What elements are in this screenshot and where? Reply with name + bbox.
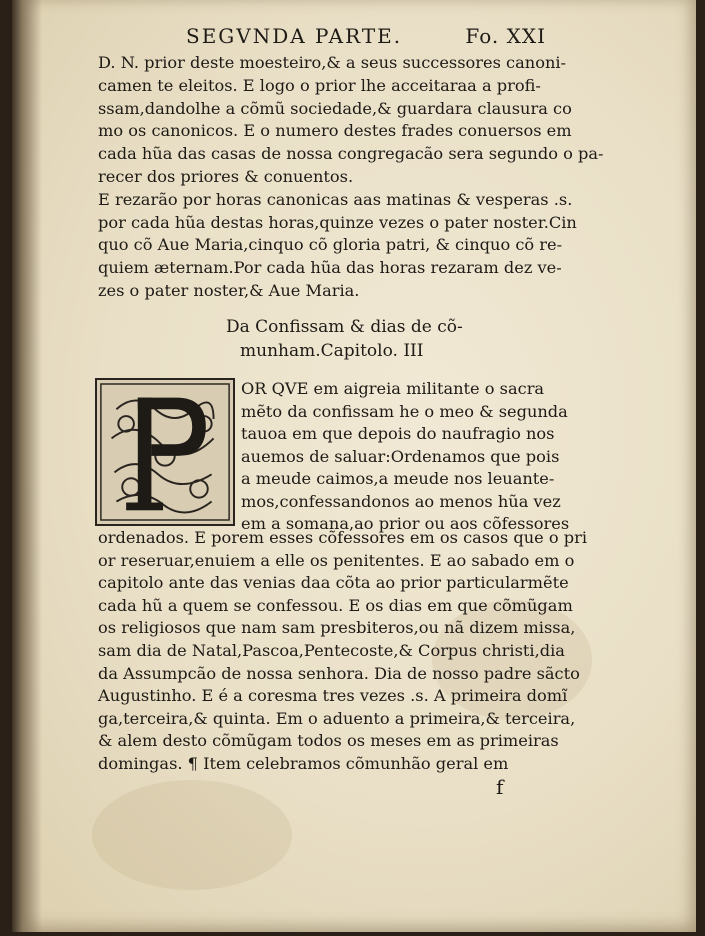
text-line: ordenados. E porem esses cõfessores em os casos que o pri xyxy=(98,528,588,547)
text-line: auemos de saluar:Ordenamos que pois xyxy=(241,446,560,466)
text-line: da Assumpcão de nossa senhora. Dia de nosso padre sãcto xyxy=(98,663,580,683)
book-gutter-shadow xyxy=(12,0,42,932)
text-line: ssam,dandolhe a cõmũ sociedade,& guardara clausura co xyxy=(98,98,572,118)
top-paragraph xyxy=(98,52,604,303)
text-line: quo cõ Aue Maria,cinquo cõ gloria patri, & cinquo cõ re- xyxy=(98,235,563,255)
heading-line: Da Confissam & dias de cõ- xyxy=(226,317,463,337)
text-line: sam dia de Natal,Pascoa,Pentecoste,& Corpus christi,dia xyxy=(98,640,565,660)
text-line: quiem æternam.Por cada hũa das horas rezaram dez ve- xyxy=(98,258,562,278)
folio-number: Fo. XXI xyxy=(465,24,546,48)
text-line: mo os canonicos. E o numero destes frades conuersos em xyxy=(98,121,572,141)
text-line: por cada hũa destas horas,quinze vezes o pater noster.Cin xyxy=(98,212,577,232)
text-line: D. N. prior deste moesteiro,& a seus successores canoni- xyxy=(98,53,567,72)
text-line: camen te eleitos. E logo o prior lhe acceitaraa a profi- xyxy=(98,75,541,95)
text-line: tauoa em que depois do naufragio nos xyxy=(241,424,555,443)
signature-mark: f xyxy=(496,775,504,799)
text-line: capitolo ante das venias daa cõta ao prior particularmẽte xyxy=(98,573,569,593)
body-paragraph xyxy=(98,527,588,776)
text-line: a meude caimos,a meude nos leuante- xyxy=(241,469,555,488)
decorated-initial-P-icon xyxy=(95,378,235,526)
paper-stain xyxy=(92,780,292,890)
text-line: mẽto da confissam he o meo & segunda xyxy=(241,401,568,421)
text-line: os religiosos que nam sam presbiteros,ou nã dizem missa, xyxy=(98,618,576,638)
text-line: ga,terceira,& quinta. Em o aduento a primeira,& terceira, xyxy=(98,708,576,728)
text-line: em a somana,ao prior ou aos cõfessores xyxy=(241,514,570,533)
running-title: SEGVNDA PARTE. xyxy=(186,24,403,48)
text-line: recer dos priores & conuentos. xyxy=(98,166,354,186)
running-header xyxy=(186,24,546,52)
text-line: E rezarão por horas canonicas aas matinas & vesperas .s. xyxy=(98,189,573,209)
text-line: cada hũa das casas de nossa congregacão sera segundo o pa- xyxy=(98,144,604,164)
text-line: cada hũ a quem se confessou. E os dias em que cõmũgam xyxy=(98,595,573,615)
text-line: domingas. ¶ Item celebramos cõmunhão geral em xyxy=(98,753,509,773)
heading-line: munham.Capitolo. III xyxy=(240,341,424,361)
text-line: & alem desto cõmũgam todos os meses em as primeiras xyxy=(98,731,559,751)
text-line: mos,confessandonos ao menos hũa vez xyxy=(241,491,561,511)
first-paragraph-beside-initial xyxy=(241,378,570,536)
text-line: Augustinho. E é a coresma tres vezes .s. A primeira domĩ xyxy=(98,686,568,706)
text-line: or reseruar,enuiem a elle os penitentes. E ao sabado em o xyxy=(98,550,575,570)
chapter-heading xyxy=(226,315,476,363)
text-line: OR QVE em aigreia militante o sacra xyxy=(241,379,545,398)
text-line: zes o pater noster,& Aue Maria. xyxy=(98,280,360,300)
